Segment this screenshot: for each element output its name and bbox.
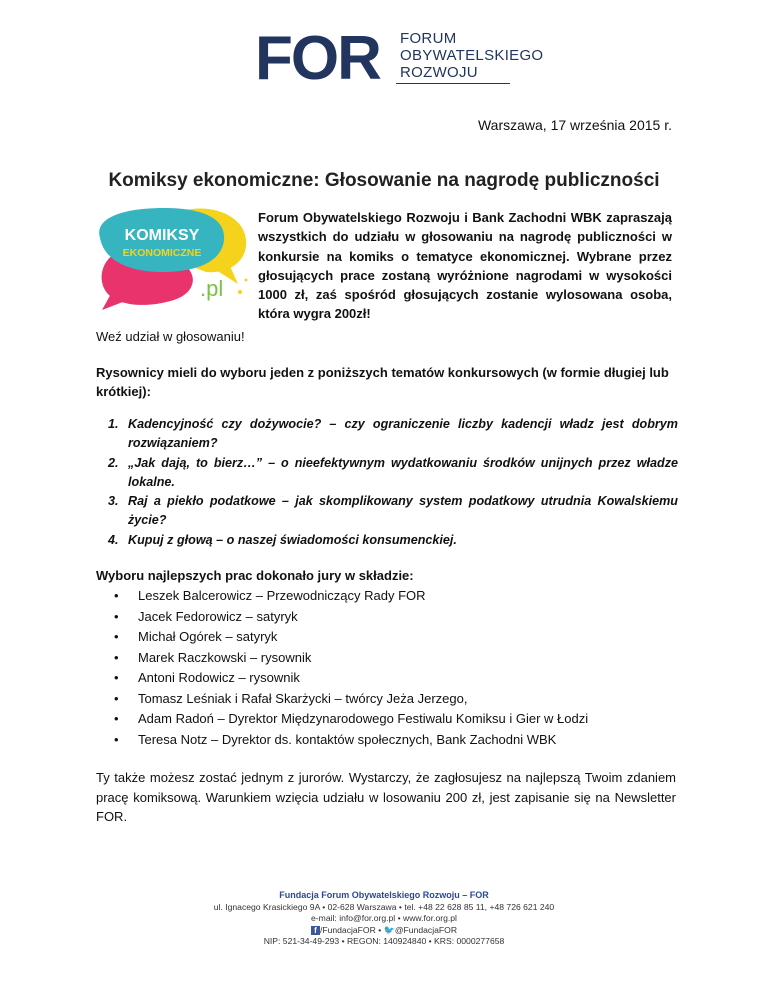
facebook-handle: /FundacjaFOR • (319, 924, 382, 935)
jury-member: Adam Radoń – Dyrektor Międzynarodowego Festiwalu Komiksu i Gier w Łodzi (138, 711, 589, 726)
intro-paragraph: Forum Obywatelskiego Rozwoju i Bank Zachodni WBK zapraszają wszystkich do udziału w głosowaniu na nagrodę publiczności w konkursie na komiks o tematyce ekonomicznej. Wybrane przez głosujących prace zostaną wyróżnione nagrodami w wysokości 1000 zł, zaś spośród głosujących zostanie wylosowana osoba, która wygra 200zł! (258, 210, 672, 322)
facebook-icon: f (311, 926, 320, 935)
jury-list (96, 586, 636, 750)
twitter-icon: 🐦 (383, 924, 395, 935)
jury-member: Antoni Rodowicz – rysownik (138, 670, 300, 685)
footer-org-name: Fundacja Forum Obywatelskiego Rozwoju – FOR (279, 890, 489, 900)
logo-line-3: ROZWOJU (400, 64, 478, 81)
list-item (96, 709, 636, 730)
for-logo-name (400, 30, 543, 81)
topic-text: Kadencyjność czy dożywocie? – czy ograniczenie liczby kadencji władz jest dobrym rozwiązaniem? (128, 417, 678, 451)
logo-line-1: FORUM (400, 30, 457, 47)
jury-intro: Wyboru najlepszych prac dokonało jury w składzie: (96, 568, 414, 583)
footer-social (0, 925, 768, 937)
list-item (96, 415, 678, 454)
footer-address: ul. Ignacego Krasickiego 9A • 02-628 Warszawa • tel. +48 22 628 85 11, +48 726 621 240 (213, 901, 555, 912)
topic-text: „Jak dają, to bierz…” – o nieefektywnym wydatkowaniu środków unijnych przez władze lokalne. (128, 455, 678, 489)
for-logo-mark (255, 24, 380, 93)
jury-member: Tomasz Leśniak i Rafał Skarżycki – twórcy Jeża Jerzego, (138, 690, 468, 706)
list-item (96, 730, 636, 751)
logo-line-2: OBYWATELSKIEGO (400, 47, 544, 64)
bullet-icon: • (114, 731, 119, 747)
footer-contact: e-mail: info@for.org.pl • www.for.org.pl (311, 913, 457, 924)
topic-text: Kupuj z głową – o naszej świadomości konsumenckiej. (128, 532, 457, 547)
document-title: Komiksy ekonomiczne: Głosowanie na nagrodę publiczności (108, 170, 660, 191)
topic-number: 1. (108, 417, 119, 431)
bullet-icon: • (114, 588, 119, 603)
topic-number: 4. (108, 532, 119, 547)
list-item (96, 586, 636, 607)
closing-paragraph: Ty także możesz zostać jednym z jurorów. Wystarczy, że zagłosujesz na najlepszą Twoim zdaniem pracę komiksową. Warunkiem wzięcia udziału w losowaniu 200 zł, jest zapisanie się na Newsletter FOR. (96, 770, 676, 824)
bullet-icon: • (114, 690, 119, 706)
list-item (96, 607, 636, 628)
document-date: Warszawa, 17 września 2015 r. (477, 117, 672, 133)
topics-intro: Rysownicy mieli do wyboru jeden z poniższych tematów konkursowych (w formie długiej lub krótkiej): (96, 365, 669, 399)
topic-text: Raj a piekło podatkowe – jak skomplikowany system podatkowy utrudnia Kowalskiemu życie? (128, 494, 678, 528)
topic-number: 2. (108, 455, 119, 470)
page-footer (0, 890, 768, 948)
topics-list (96, 415, 678, 550)
footer-registry: NIP: 521-34-49-293 • REGON: 140924840 • KRS: 0000277658 (263, 936, 505, 947)
jury-member: Marek Raczkowski – rysownik (138, 649, 312, 665)
sparkle-dot (245, 279, 248, 282)
jury-member: Jacek Fedorowicz – satyryk (138, 608, 298, 624)
list-item (96, 531, 678, 550)
for-logo-text: FOR (255, 24, 380, 93)
list-item (96, 627, 636, 648)
list-item (96, 668, 636, 689)
bullet-icon: • (114, 670, 119, 685)
pl-suffix: .pl (200, 276, 224, 301)
ekonomiczne-word: EKONOMICZNE (122, 247, 202, 259)
bullet-icon: • (114, 711, 119, 726)
bullet-icon: • (114, 608, 119, 624)
list-item (96, 454, 678, 493)
jury-member: Michał Ogórek – satyryk (138, 629, 278, 644)
komiksy-word: KOMIKSY (124, 227, 200, 244)
topic-number: 3. (108, 494, 119, 509)
twitter-handle: @FundacjaFOR (394, 924, 458, 935)
vote-call: Weź udział w głosowaniu! (96, 329, 245, 344)
logo-divider (396, 83, 510, 84)
jury-member: Teresa Notz – Dyrektor ds. kontaktów społecznych, Bank Zachodni WBK (138, 731, 557, 747)
sparkle-dot (238, 290, 242, 294)
jury-member: Leszek Balcerowicz – Przewodniczący Rady FOR (138, 588, 426, 603)
komiksy-ekonomiczne-logo (88, 200, 252, 312)
bullet-icon: • (114, 629, 119, 644)
bullet-icon: • (114, 649, 119, 665)
list-item (96, 648, 636, 669)
list-item (96, 492, 678, 531)
list-item (96, 689, 636, 710)
